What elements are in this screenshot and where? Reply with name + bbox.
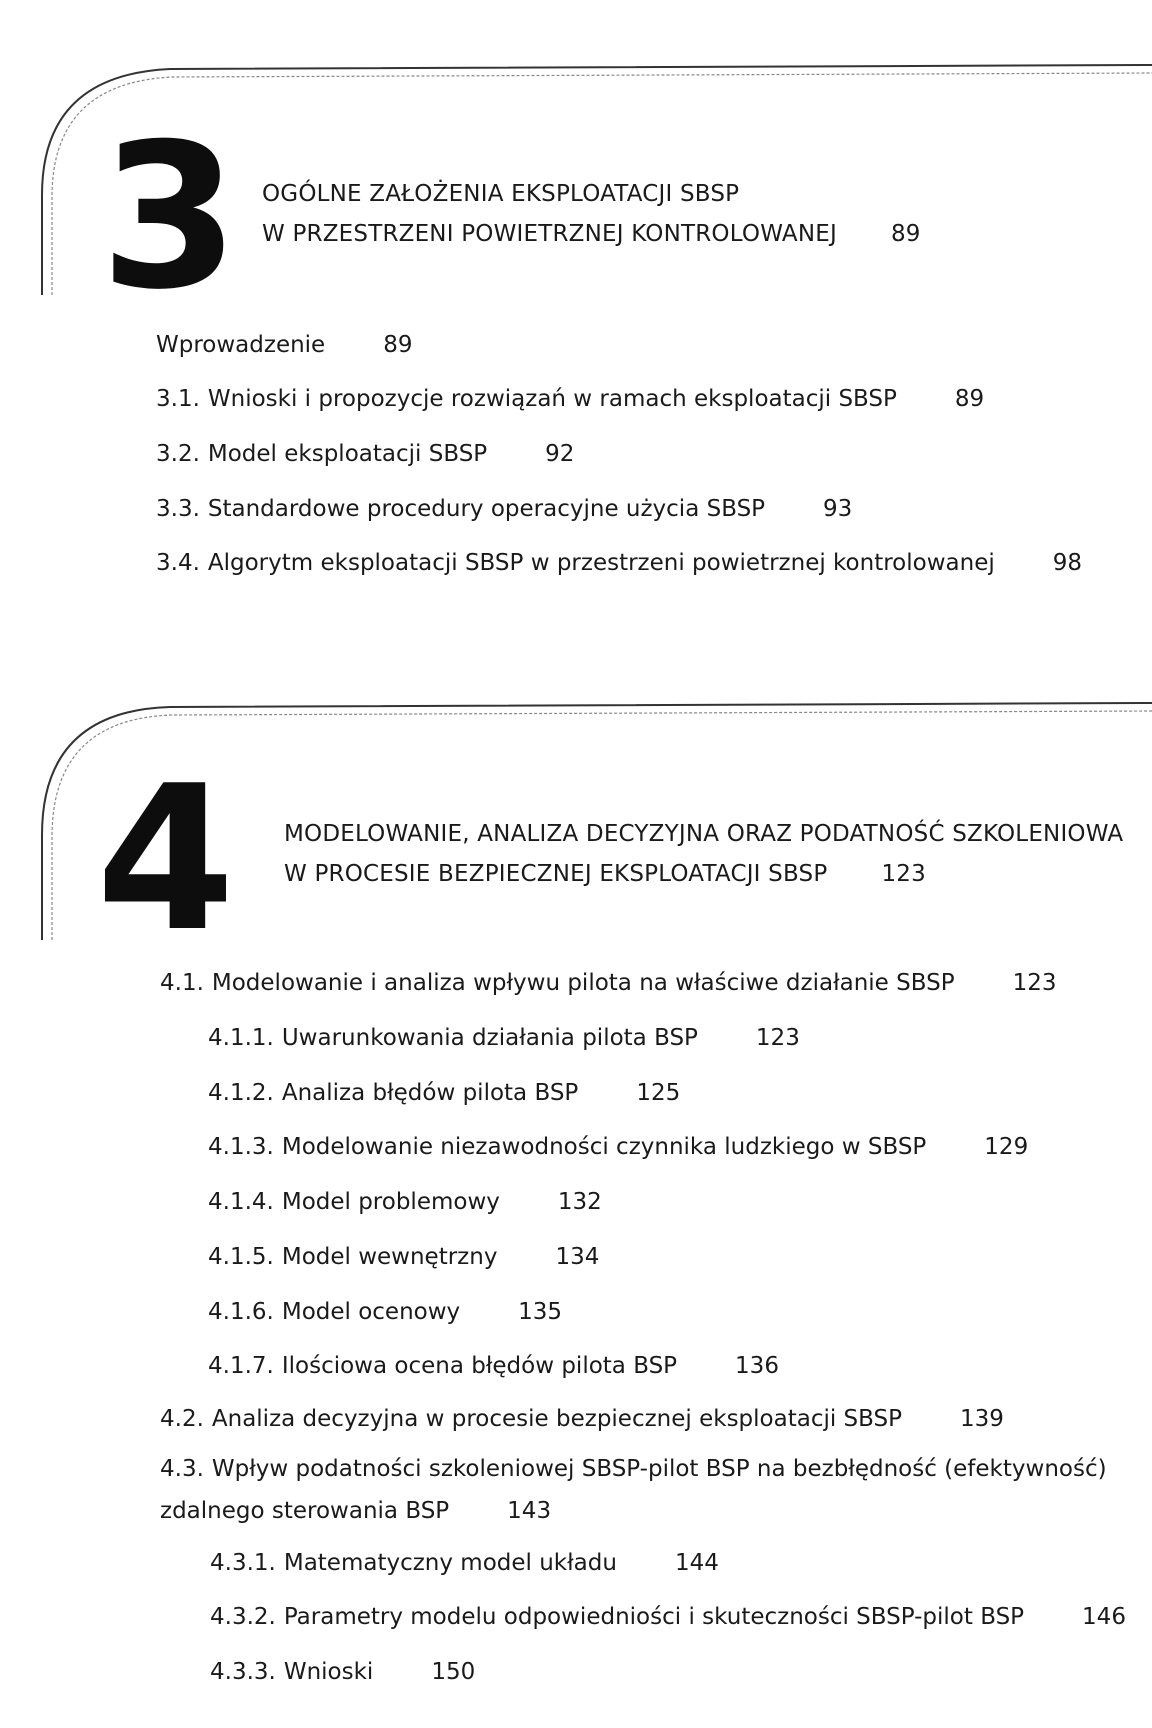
- toc-entry-number: 4.3.: [160, 1456, 204, 1482]
- toc-entry-number: 3.1.: [156, 386, 200, 412]
- chapter-4-number: 4: [96, 743, 236, 976]
- toc-entry-number: 4.3.1.: [210, 1550, 276, 1576]
- toc-entry[interactable]: [210, 1656, 475, 1688]
- toc-entry[interactable]: [156, 547, 1082, 579]
- toc-entry-page: 123: [1012, 970, 1057, 996]
- toc-entry[interactable]: [208, 1131, 1028, 1163]
- toc-entry-number: 4.1.1.: [208, 1025, 274, 1051]
- toc-entry-text: Wprowadzenie: [156, 332, 326, 358]
- chapter-3-title: [262, 174, 921, 254]
- toc-entry[interactable]: [160, 1403, 1004, 1435]
- toc-entry-number: 3.3.: [156, 496, 200, 522]
- toc-entry-text: Uwarunkowania działania pilota BSP: [281, 1025, 698, 1051]
- toc-entry-page: 144: [674, 1550, 719, 1576]
- toc-entry-number: 4.1.6.: [208, 1299, 274, 1325]
- toc-entry-page: 89: [383, 332, 413, 358]
- toc-entry-number: 4.1.: [160, 970, 204, 996]
- toc-entry-page: 92: [545, 441, 575, 467]
- toc-entry[interactable]: [160, 967, 1057, 999]
- toc-entry[interactable]: [208, 1077, 680, 1109]
- toc-entry[interactable]: [156, 329, 413, 361]
- toc-entry-text: Ilościowa ocena błędów pilota BSP: [281, 1353, 678, 1379]
- toc-entry[interactable]: [156, 493, 852, 525]
- toc-entry[interactable]: [160, 1448, 1120, 1532]
- chapter-3-title-line1: OGÓLNE ZAŁOŻENIA EKSPLOATACJI SBSP: [262, 181, 740, 207]
- toc-entry-page: 89: [954, 386, 985, 412]
- toc-entry[interactable]: [156, 438, 574, 470]
- toc-entry-number: 4.1.5.: [208, 1244, 274, 1270]
- toc-entry[interactable]: [208, 1022, 800, 1054]
- chapter-3-page: 89: [890, 221, 921, 247]
- chapter-3-number: 3: [100, 101, 234, 334]
- toc-entry-text: Modelowanie niezawodności czynnika ludzkiego w SBSP: [281, 1134, 927, 1160]
- toc-entry-number: 3.4.: [156, 550, 200, 576]
- toc-entry-page: 150: [431, 1659, 476, 1685]
- toc-entry[interactable]: [210, 1547, 719, 1579]
- chapter-4-title-line2: W PROCESIE BEZPIECZNEJ EKSPLOATACJI SBSP: [284, 861, 828, 887]
- toc-entry-page: 132: [557, 1189, 602, 1215]
- toc-entry-text: Model wewnętrzny: [281, 1244, 498, 1270]
- toc-entry-number: 4.1.7.: [208, 1353, 274, 1379]
- toc-entry-number: 4.2.: [160, 1406, 204, 1432]
- toc-entry-number: 4.1.2.: [208, 1080, 274, 1106]
- toc-entry-number: 3.2.: [156, 441, 200, 467]
- toc-entry-number: 4.1.4.: [208, 1189, 274, 1215]
- toc-entry[interactable]: [208, 1296, 562, 1328]
- toc-entry-page: 123: [755, 1025, 800, 1051]
- toc-entry-page: 135: [518, 1299, 563, 1325]
- toc-entry[interactable]: [208, 1186, 602, 1218]
- toc-entry-text: Wnioski i propozycje rozwiązań w ramach eksploatacji SBSP: [207, 386, 897, 412]
- chapter-4-page: 123: [881, 861, 926, 887]
- toc-entry-text: Model eksploatacji SBSP: [207, 441, 488, 467]
- toc-entry-text: Wnioski: [283, 1659, 374, 1685]
- toc-entry-page: 139: [960, 1406, 1004, 1432]
- toc-entry-page: 143: [507, 1498, 552, 1524]
- chapter-3-title-line2: W PRZESTRZENI POWIETRZNEJ KONTROLOWANEJ: [262, 221, 837, 247]
- toc-entry-page: 146: [1082, 1604, 1126, 1630]
- toc-entry-text: Analiza decyzyjna w procesie bezpiecznej eksploatacji SBSP: [211, 1406, 903, 1432]
- toc-entry-text: Model ocenowy: [281, 1299, 461, 1325]
- chapter-4-title: [284, 814, 1123, 894]
- toc-entry-page: 98: [1052, 550, 1083, 576]
- toc-entry-text: Modelowanie i analiza wpływu pilota na właściwe działanie SBSP: [211, 970, 955, 996]
- toc-entry-text: Standardowe procedury operacyjne użycia SBSP: [207, 496, 766, 522]
- toc-entry-page: 125: [636, 1080, 681, 1106]
- toc-entry-page: 136: [735, 1353, 779, 1379]
- toc-entry-text: Matematyczny model układu: [283, 1550, 617, 1576]
- toc-entry-page: 134: [555, 1244, 600, 1270]
- toc-entry-page: 129: [984, 1134, 1029, 1160]
- toc-entry[interactable]: [156, 383, 984, 415]
- toc-entry-number: 4.3.3.: [210, 1659, 276, 1685]
- toc-entry-text: Algorytm eksploatacji SBSP w przestrzeni powietrznej kontrolowanej: [207, 550, 995, 576]
- toc-entry-number: 4.1.3.: [208, 1134, 274, 1160]
- toc-entry[interactable]: [208, 1350, 779, 1382]
- chapter-4-title-line1: MODELOWANIE, ANALIZA DECYZYJNA ORAZ PODATNOŚĆ SZKOLENIOWA: [284, 821, 1124, 847]
- toc-entry-page: 93: [823, 496, 853, 522]
- toc-entry[interactable]: [210, 1601, 1126, 1633]
- toc-entry-number: 4.3.2.: [210, 1604, 276, 1630]
- toc-entry-text: Parametry modelu odpowiedniości i skuteczności SBSP-pilot BSP: [283, 1604, 1025, 1630]
- toc-entry-text: Wpływ podatności szkoleniowej SBSP-pilot BSP na bezbłędność (efektywność) zdalnego sterowania BSP: [160, 1456, 1107, 1524]
- toc-entry-text: Model problemowy: [281, 1189, 500, 1215]
- toc-entry[interactable]: [208, 1241, 599, 1273]
- toc-entry-text: Analiza błędów pilota BSP: [281, 1080, 579, 1106]
